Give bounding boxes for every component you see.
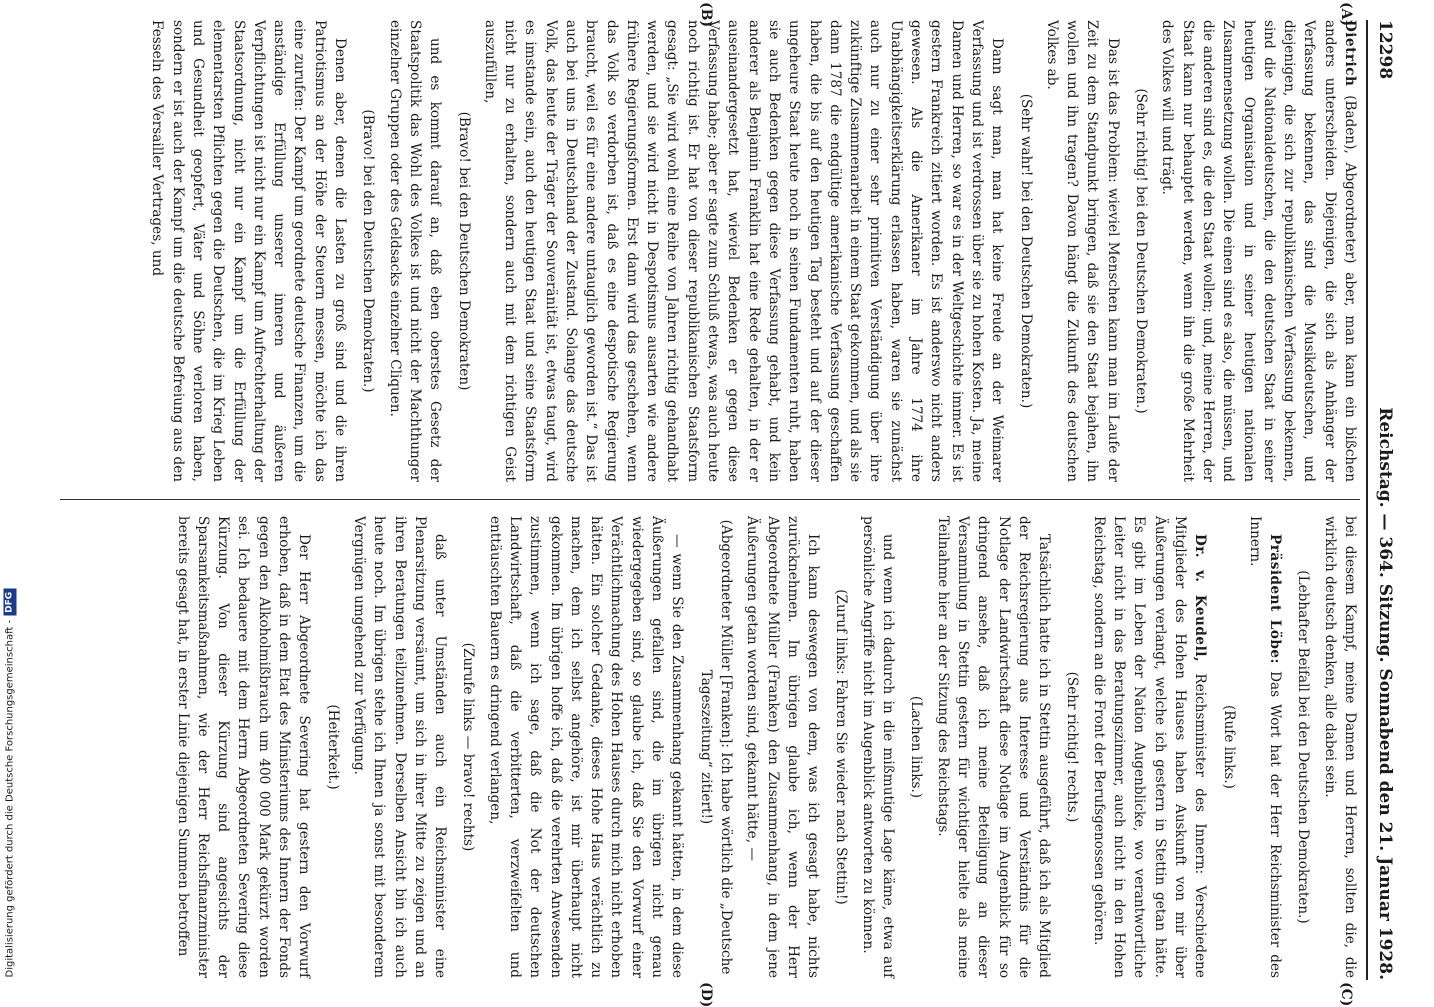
interjection: (Sehr wahr! bei den Deutschen Demokraten.) <box>1017 93 1034 409</box>
speaker-name: Präsident Löbe: <box>1267 534 1284 665</box>
page-header <box>1370 20 1400 980</box>
margin-marker-c: (C) <box>1338 982 1354 1007</box>
dfg-logo: DFG <box>3 589 16 616</box>
paragraph <box>1088 516 1210 978</box>
paragraph <box>1157 20 1360 482</box>
paragraph: Dann sagt man, man hat keine Freude an der Weimarer Verfassung und ist verdrossen über sie zu hohen Kosten. Ja, meine Damen und Herren, so war es in der Weltgeschichte immer. Es ist gestern Frankreich zitiert worden. Es ist anderswo nicht anders gewesen. Als die Amerikaner im Jahre 1774 ihre Unabhängigkeitserklärung erlassen haben, waren sie zunächst auch nur zu einer sehr primitiven Verständigung über ihre zukünftige Zusammenarbeit in einem Staat gekommen, und als sie dann 1787 die endgültige amerikanische Verfassung geschaffen haben, die bis auf den heutigen Tag besteht und auf der dieser ungeheure Staat heute noch in seinen Fundamenten ruht, haben sie auch Bedenken gegen diese Verfassung gehabt, und kein anderer als Benjamin Franklin hat eine Rede gehalten, in der er auseinandergesetzt hat, wieviel Bedenken er gegen diese Verfassung habe; aber er sagte zum Schluß etwas, was auch heute noch richtig ist. Er hat von dieser republikanischen Staatsform gesagt: „Sie wird wohl eine Reihe von Jahren richtig gehandhabt werden, und sie wird nicht in Despotismus ausarten wie andere frühere Regierungsformen. Erst dann wird das geschehen, wenn das Volk so verdorben ist, daß es eine despotische Regierung braucht, weil es für eine andere untauglich geworden ist.“ Das ist auch bei uns in Deutschland der Zustand. Solange das deutsche Volk, das heute der Träger der Souveränität ist, etwas taugt, wird es imstande sein, auch den heutigen Staat und seine Staatsform nicht nur zu erhalten, sondern auch mit dem richtigen Geist auszufüllen, <box>481 20 1006 482</box>
right-column <box>166 516 1360 978</box>
paragraph: und es kommt darauf an, daß eben oberstes Gesetz der Staatspolitik das Wohl des Volkes ist und nicht der Machthunger einzelner Gruppen oder des Geldsacks einzelner Cliquen. <box>386 20 444 482</box>
interjection: (Zuruf links: Fahren Sie wieder nach Stettin!) <box>833 589 850 905</box>
paragraph: Ich kann deswegen von dem, was ich gesagt habe, nichts zurücknehmen. Im übrigen glaube ich, wenn der Herr Abgeordnete Müller (Franken) den Zusammenhang, in dem jene Äußerungen getan worden sind, gekannt hätte, — <box>744 516 822 978</box>
paragraph: daß unter Umständen auch ein Reichsminister eine Plenarsitzung versäumt, um sich in ihrer Mitte zu zeigen und an ihren Beratungen teilzunehmen. Derselben Ansicht bin ich auch heute noch. Im übrigen stehe ich Ihnen ja sonst mit besonderem Vergnügen umgehend zur Verfügung. <box>350 516 449 978</box>
speaker-name: Dr. v. Keudell, <box>1192 534 1209 663</box>
interjection: (Abgeordneter Müller [Franken]: Ich habe wörtlich die „Deutsche Tageszeitung“ zitiert!) <box>697 519 734 975</box>
interjection: (Sehr richtig! bei den Deutschen Demokraten.) <box>1133 88 1150 414</box>
paragraph-text: (Baden), Abgeordneter) aber, man kann ein bißchen anders unterscheiden. Diejenigen, die sich als Anhänger der Verfassung bekennen, das sind die Musikdeutschen, und diejenigen, die sich zur republikanischen Verfassung bekennen, sind die Nationaldeutschen, die den deutschen Staat in seiner heutigen Organisation und in seiner heutigen nationalen Zusammensetzung wollen. Die einen sind es also, die müssen, und die anderen sind es, die den Staat wollen; und, meine Herren, der Staat kann nur behauptet werden, wenn ihn die große Mehrheit des Volkes will und trägt. <box>1159 20 1358 482</box>
margin-marker-a: (A) <box>1338 2 1354 27</box>
page-running-title: Reichstag. — 364. Sitzung. Sonnabend den 21. Januar 1928. <box>1375 407 1395 980</box>
margin-marker-b: (B) <box>698 2 714 28</box>
paragraph-text: Das Wort hat der Herr Reichsminister des Innern. <box>1246 516 1284 978</box>
left-column <box>141 20 1360 482</box>
credit-text: Digitalisierung gefördert durch die Deutsche Forschungsgemeinschaft - <box>4 619 15 978</box>
paragraph: Tatsächlich hatte ich in Stettin ausgeführt, daß ich als Mitglied der Reichsregierung aus Interesse und Verständnis für die Notlage der Landwirtschaft diese Notlage im Augenblick für so dringend ansehe, daß ich meine Beteiligung an dieser Versammlung in Stettin gestern für wichtiger hielte als meine Teilnahme hier an der Sitzung des Reichstags. <box>934 516 1053 978</box>
interjection: (Zurufe links — bravo! rechts) <box>460 642 477 852</box>
paragraph: und wenn ich dadurch in die mißmutige Lage käme, etwa auf persönliche Angriffe nicht im Augenblick antworten zu können. <box>859 516 897 978</box>
interjection: (Sehr richtig! rechts.) <box>1064 671 1081 823</box>
interjection: (Heiterkeit.) <box>324 704 341 790</box>
paragraph: Der Herr Abgeordnete Severing hat gestern den Vorwurf erhoben, daß in dem Etat des Ministeriums des Innern der Fonds gegen den Alkoholmißbrauch um 400 000 Mark gekürzt worden sei. Ich bedauere mit dem Herrn Abgeordneten Severing diese Kürzung. Von dieser Kürzung sind angesichts der Sparsamkeitsmaßnahmen, wie der Herr Reichsfinanzminister bereits gesagt hat, in erster Linie diejenigen Summen betroffen <box>174 516 313 978</box>
speaker-name: Dietrich <box>1342 20 1358 87</box>
interjection: (Lachen links.) <box>908 695 925 799</box>
paragraph: bei diesem Kampf, meine Damen und Herren, sollten die, die wirklich deutsch denken, alle dabei sein. <box>1321 516 1358 978</box>
paragraph <box>1245 516 1286 978</box>
paragraph: — wenn Sie den Zusammenhang gekannt hätten, in dem diese Äußerungen gefallen sind, die im übrigen nicht genau wiedergegeben sind, so glaube ich, daß Sie den Vorwurf einer Verächtlichmachung des Hohen Hauses durch mich nicht erhoben hätten. Ein solcher Gedanke, dieses Hohe Haus verächtlich zu machen, dem ich selbst angehöre, ist mir überhaupt nicht gekommen. Im übrigen hoffe ich, daß die verehrten Anwesenden zustimmen, wenn ich sage, daß die Not der deutschen Landwirtschaft, daß die verbitterten, verzweifelten und enttäuschten Bauern es dringend verlangen, <box>486 516 686 978</box>
header-rule <box>1366 20 1368 980</box>
interjection: (Bravo! bei den Deutschen Demokraten) <box>455 111 472 391</box>
page-number: 12298 <box>1375 20 1395 80</box>
column-divider <box>60 499 1360 500</box>
paragraph: Denen aber, denen die Lasten zu groß sind und die ihren Patriotismus an der Höhe der Steuern messen, möchte ich das eine zurufen: Der Kampf um geordnete deutsche Finanzen, um die anständige Erfüllung unserer inneren und äußeren Verpflichtungen ist nicht nur ein Kampf um Aufrechterhaltung der Staatsordnung, nicht nur ein Kampf um die Erfüllung der elementarsten Pflichten gegen die Deutschen, die im Krieg Leben und Gesundheit geopfert, Väter und Söhne verloren haben, sondern er ist auch der Kampf um die deutsche Befreiung aus den Fesseln des Versailler Vertrages, und <box>149 20 349 482</box>
interjection: (Bravo! bei den Deutschen Demokraten.) <box>360 109 377 393</box>
interjection: (Lebhafter Beifall bei den Deutschen Demokraten.) <box>1295 570 1312 924</box>
margin-marker-d: (D) <box>698 982 714 1007</box>
paragraph: Das ist das Problem: wieviel Menschen kann man im Laufe der Zeit zu dem Standpunkt bringen, daß sie den Staat bejahen, ihn wollen und ihn tragen? Davon hängt die Zukunft des deutschen Volkes ab. <box>1043 20 1121 482</box>
interjection: (Rufe links.) <box>1220 705 1237 789</box>
paragraph-text: Reichsminister des Innern: Verschiedene Mitglieder des Hohen Hauses haben Auskunft von mir über Äußerungen verlangt, welche ich gestern in Stettin getan hätte. Es gibt im Leben der Nation Augenblicke, wo verantwortliche Leiter nicht in das Beratungszimmer, auch nicht in den Hohen Reichstag, sondern an die Front der Berufsgenossen gehören. <box>1090 516 1209 978</box>
